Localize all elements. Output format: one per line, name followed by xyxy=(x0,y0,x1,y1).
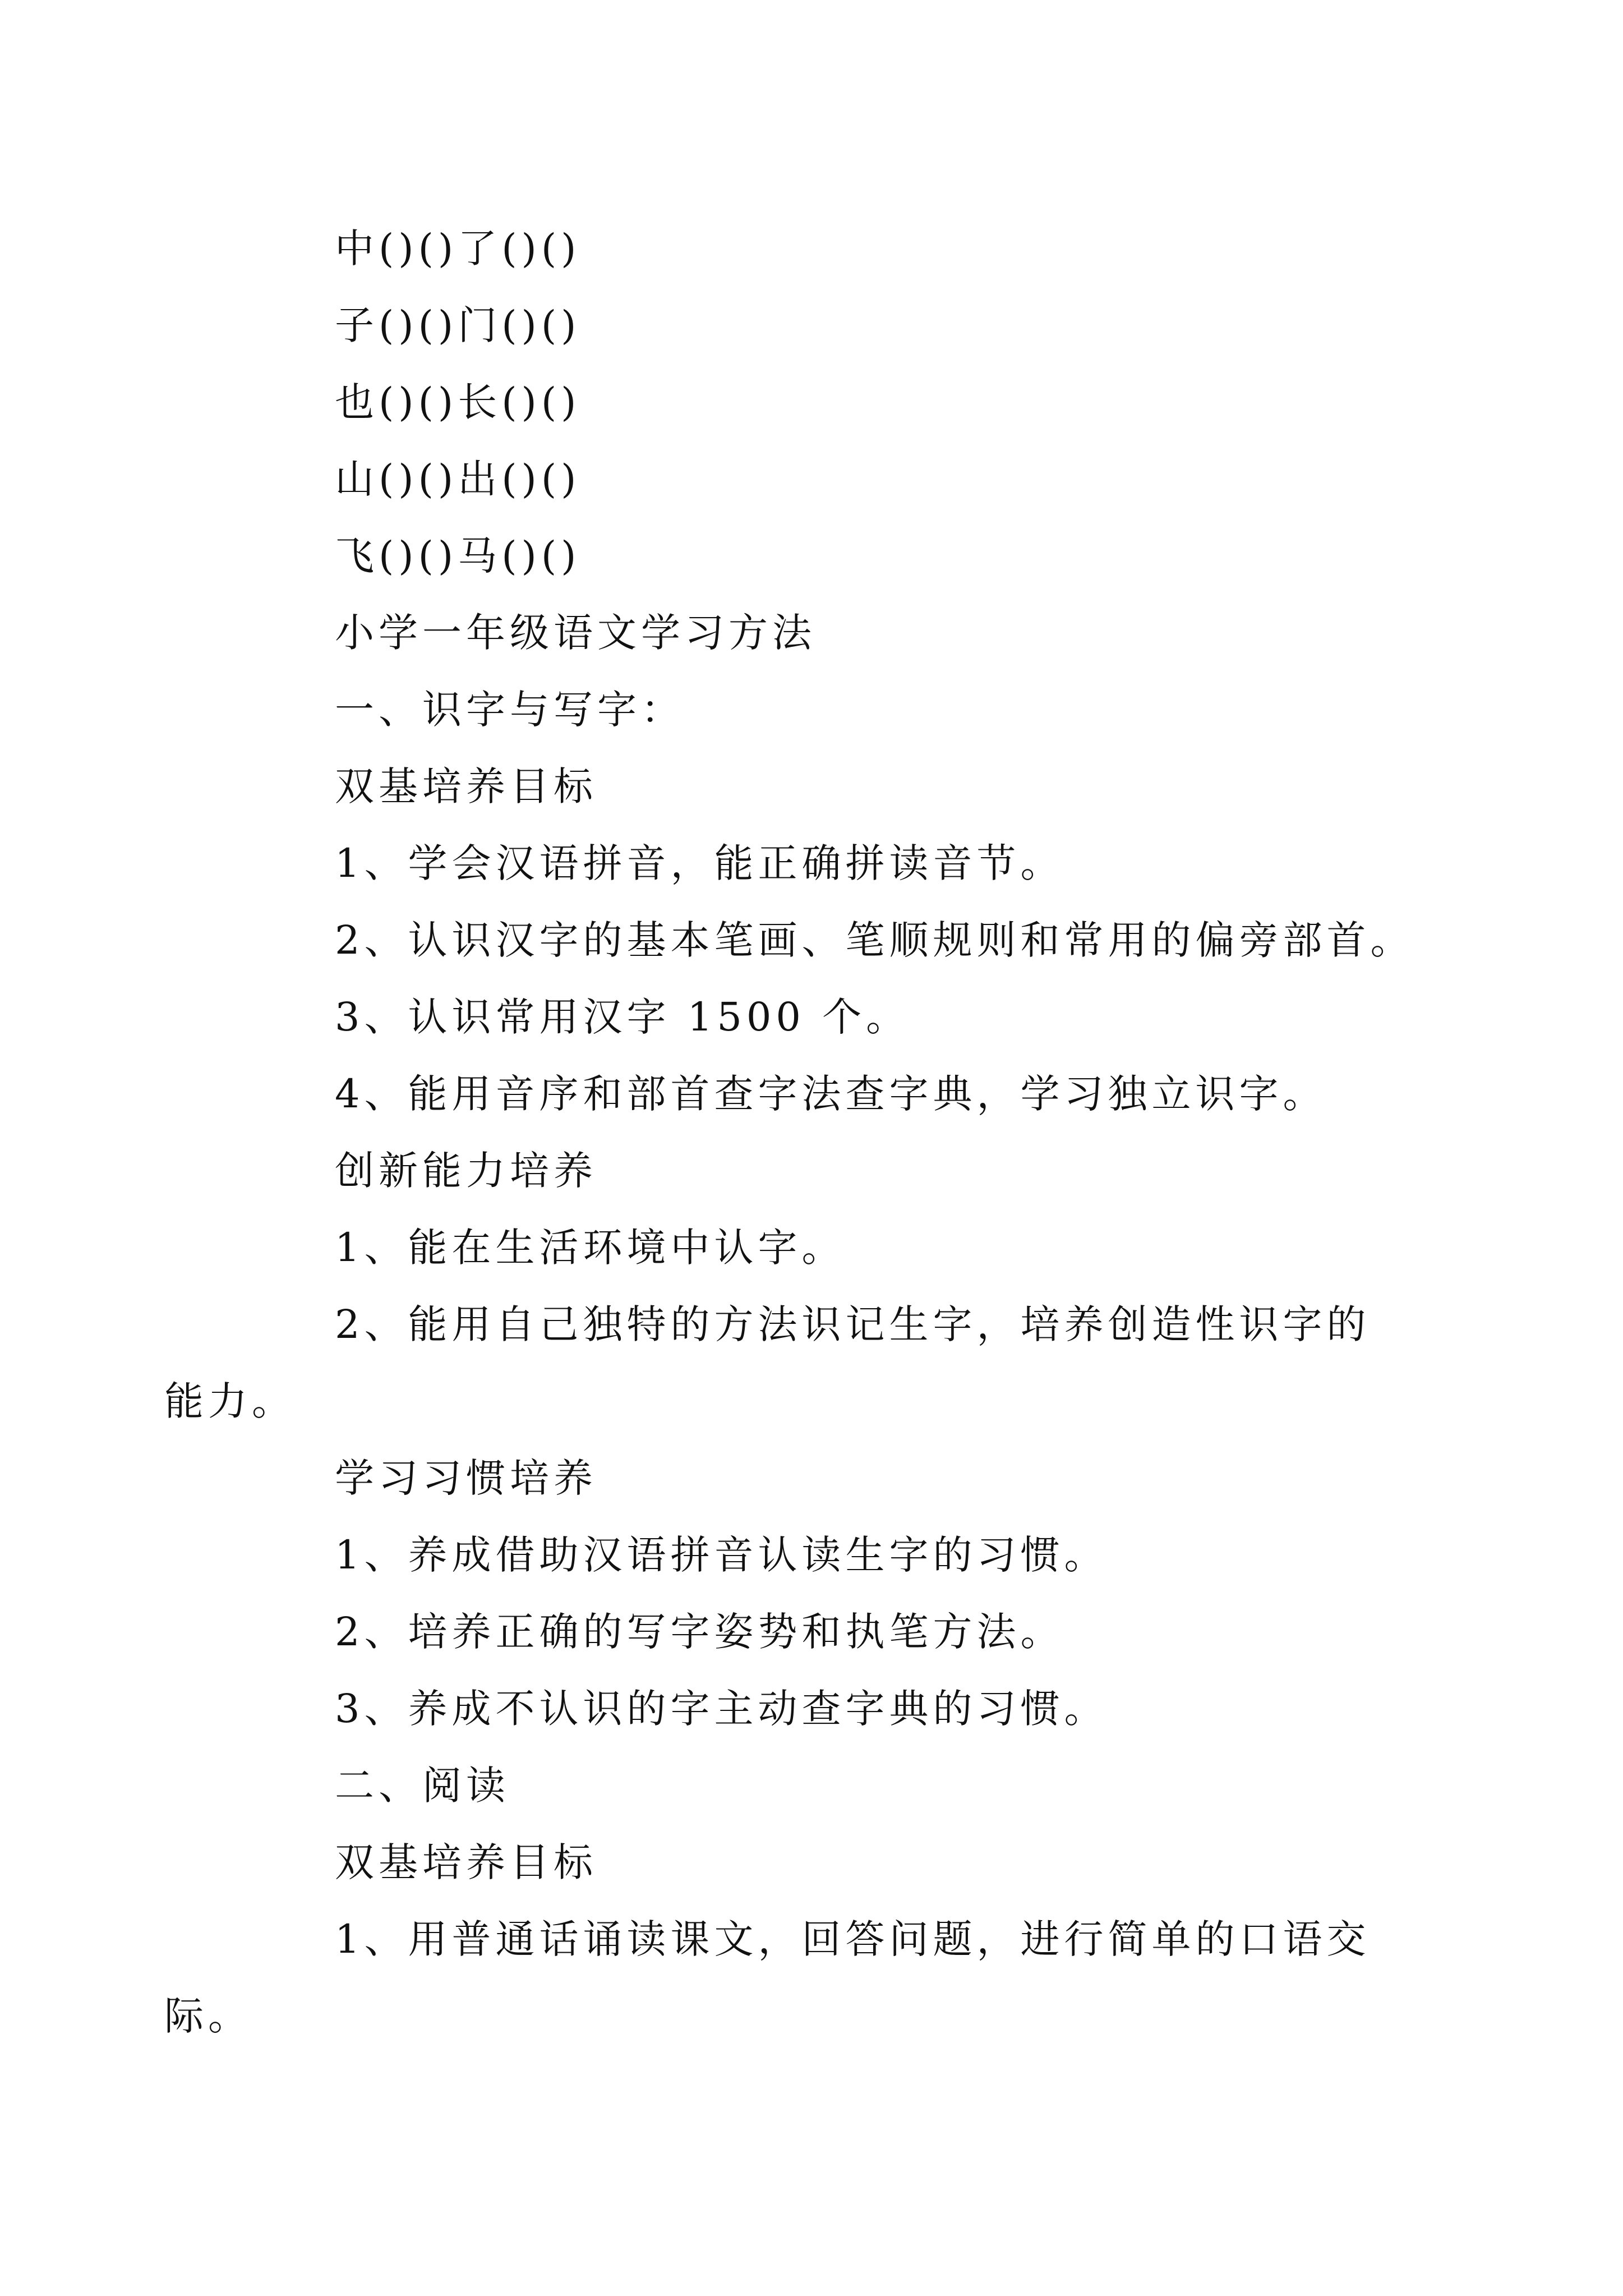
list-item: 2、培养正确的写字姿势和执笔方法。 xyxy=(335,1609,1064,1655)
exercise-line-1: 中()()了()() xyxy=(335,226,581,272)
subheading-basic-goals: 双基培养目标 xyxy=(335,1839,597,1885)
list-item: 3、养成不认识的字主动查字典的习惯。 xyxy=(335,1686,1108,1732)
document-body xyxy=(164,210,1414,2055)
section-heading-literacy: 一、识字与写字： xyxy=(335,687,685,733)
list-item: 1、用普通话诵读课文，回答问题，进行简单的口语交 xyxy=(335,1916,1371,1962)
list-item-continuation: 际。 xyxy=(164,1993,252,2039)
list-item: 1、养成借助汉语拼音认读生字的习惯。 xyxy=(335,1532,1108,1578)
section-heading-reading: 二、阅读 xyxy=(335,1763,510,1809)
list-item: 1、能在生活环境中认字。 xyxy=(335,1225,846,1271)
list-item: 3、认识常用汉字 1500 个。 xyxy=(335,994,910,1040)
list-item: 2、认识汉字的基本笔画、笔顺规则和常用的偏旁部首。 xyxy=(335,917,1414,963)
subheading-habits: 学习习惯培养 xyxy=(335,1455,597,1501)
exercise-line-2: 子()()门()() xyxy=(335,302,581,348)
exercise-line-5: 飞()()马()() xyxy=(335,533,581,579)
exercise-line-3: 也()()长()() xyxy=(335,379,581,425)
list-item: 4、能用音序和部首查字法查字典，学习独立识字。 xyxy=(335,1071,1327,1117)
subheading-innovation: 创新能力培养 xyxy=(335,1148,597,1194)
list-item: 2、能用自己独特的方法识记生字，培养创造性识字的 xyxy=(335,1301,1371,1347)
subheading-basic-goals: 双基培养目标 xyxy=(335,763,597,809)
exercise-line-4: 山()()出()() xyxy=(335,456,581,502)
list-item-continuation: 能力。 xyxy=(164,1378,296,1424)
list-item: 1、学会汉语拼音，能正确拼读音节。 xyxy=(335,840,1064,886)
section-title: 小学一年级语文学习方法 xyxy=(335,610,816,656)
